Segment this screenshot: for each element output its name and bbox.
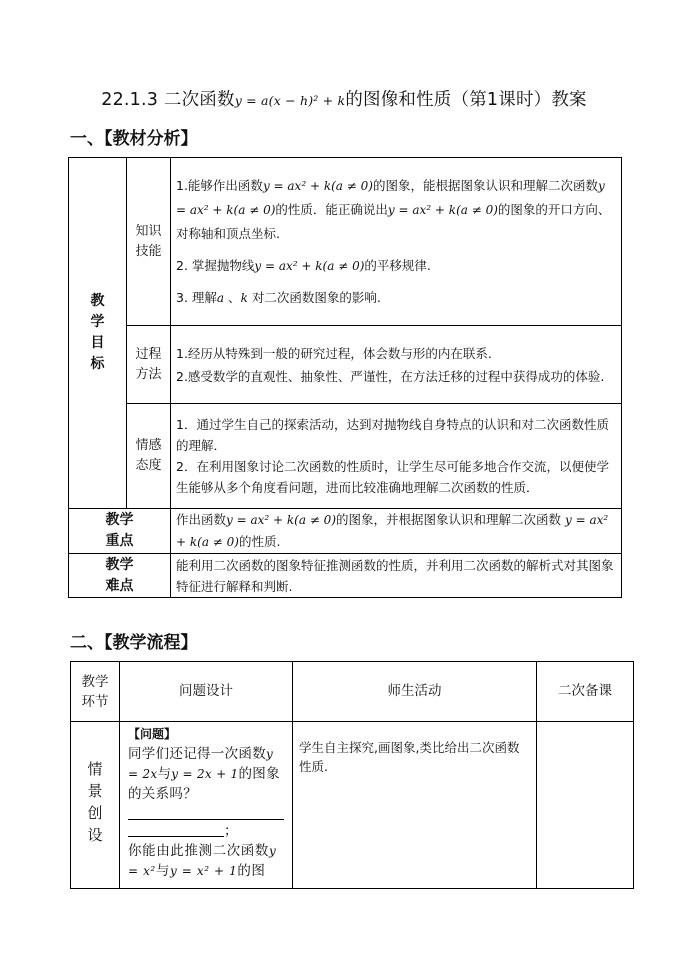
document-title	[0, 86, 688, 111]
knowledge-item-1	[176, 174, 616, 246]
goals-label-cell	[69, 158, 127, 509]
stage-cell	[71, 722, 120, 889]
text: 同学们还记得一次函数	[128, 746, 266, 762]
attitude-content	[171, 404, 622, 509]
formula: y = ax² + k(a ≠ 0)	[176, 513, 609, 549]
attitude-item-2: 2．在利用图象讨论二次函数的性质时，让学生尽可能多地合作交流，以便使学生能够从多个角度看问题，进而比较准确地理解二次函数的性质．	[176, 459, 609, 495]
header-stage	[71, 662, 120, 722]
key-label: 教学重点	[105, 512, 134, 549]
text: 的图象的开口方向、对称轴和顶点坐标.	[176, 201, 611, 241]
formula: y = x²	[128, 844, 277, 878]
formula: y = ax² + k(a ≠ 0)	[254, 258, 365, 273]
knowledge-item-3	[176, 286, 616, 310]
goals-label: 教学目标	[90, 293, 105, 372]
title-suffix: 的图像和性质（第1课时）教案	[345, 90, 587, 110]
attitude-label: 情感态度	[135, 438, 162, 473]
text: 的图象，能根据图象认识和理解二次函数	[372, 177, 598, 193]
knowledge-label: 知识技能	[135, 223, 162, 259]
question-1	[128, 744, 284, 804]
variable-a: a	[216, 290, 225, 305]
text: 的图	[237, 863, 266, 879]
header-question: 问题设计	[120, 662, 293, 722]
question-tag: 【问题】	[128, 727, 177, 741]
text: 作出函数	[176, 512, 227, 527]
text: 的性质.	[238, 534, 281, 549]
flow-table	[70, 661, 634, 889]
formula: y = ax² + k(a ≠ 0)	[262, 178, 373, 193]
difficulty-content: 能利用二次函数的图象特征推测函数的性质，并利用二次函数的解析式对其图象特征进行解释和判断.	[171, 554, 622, 598]
text: 对二次函数图象的影响.	[251, 289, 381, 305]
process-item-1: 1.经历从特殊到一般的研究过程，体会数与形的内在联系.	[176, 345, 492, 361]
answer-blank-line-2	[128, 821, 284, 841]
section-heading-analysis: 一、【教材分析】	[70, 129, 198, 149]
analysis-table	[68, 157, 622, 598]
text: 的图象，并根据图象认识和理解二次函数	[336, 512, 562, 527]
attitude-label-cell	[127, 404, 171, 509]
header-notes: 二次备课	[537, 662, 634, 722]
title-formula: y = a(x − h)² + k	[234, 93, 346, 108]
formula: y = 2x + 1	[171, 767, 239, 781]
formula: y = x² + 1	[169, 864, 238, 878]
formula: y = 2x	[128, 747, 274, 781]
text: 、	[228, 289, 241, 305]
notes-cell	[537, 722, 634, 889]
text: 你能由此推测二次函数	[128, 843, 269, 859]
text: 与	[155, 863, 170, 879]
title-prefix: 22.1.3 二次函数	[101, 90, 235, 110]
text: 3. 理解	[176, 289, 217, 305]
text: ；	[224, 823, 238, 839]
key-label-cell	[69, 509, 171, 554]
answer-blank	[128, 822, 224, 837]
section-heading-flow: 二、【教学流程】	[70, 633, 198, 653]
attitude-item-1: 1．通过学生自己的探索活动，达到对抛物线自身特点的认识和对二次函数性质的理解．	[176, 417, 609, 453]
header-activity: 师生活动	[293, 662, 537, 722]
header-stage-label: 教学环节	[81, 673, 109, 710]
formula: y = ax² + k(a ≠ 0)	[176, 178, 605, 217]
stage-label: 情景创设	[87, 760, 103, 844]
answer-blank-line-1	[128, 806, 284, 820]
formula: y = ax² + k(a ≠ 0)	[226, 513, 337, 527]
question-cell	[120, 722, 293, 889]
process-item-2: 2.感受数学的直观性、抽象性、严谨性，在方法迁移的过程中获得成功的体验.	[176, 368, 605, 384]
formula: y = ax² + k(a ≠ 0)	[387, 202, 498, 217]
knowledge-content	[171, 158, 622, 326]
text: 的性质．能正确说出	[275, 201, 388, 217]
text: 1.能够作出函数	[176, 177, 263, 193]
text: 与	[157, 766, 172, 782]
text: 2. 掌握抛物线	[176, 257, 255, 273]
process-content	[171, 326, 622, 404]
activity-cell: 学生自主探究,画图象,类比给出二次函数性质.	[293, 722, 537, 889]
difficulty-label: 教学难点	[105, 556, 134, 594]
knowledge-item-2	[176, 254, 616, 278]
key-content	[171, 509, 622, 554]
knowledge-label-cell	[127, 158, 171, 326]
text: 的平移规律.	[364, 257, 431, 273]
variable-k: k	[240, 290, 248, 305]
question-2	[128, 841, 284, 881]
difficulty-label-cell	[69, 554, 171, 598]
process-label-cell	[127, 326, 171, 404]
text: 的图象的关系吗？	[128, 766, 280, 802]
process-label: 过程方法	[135, 346, 162, 382]
